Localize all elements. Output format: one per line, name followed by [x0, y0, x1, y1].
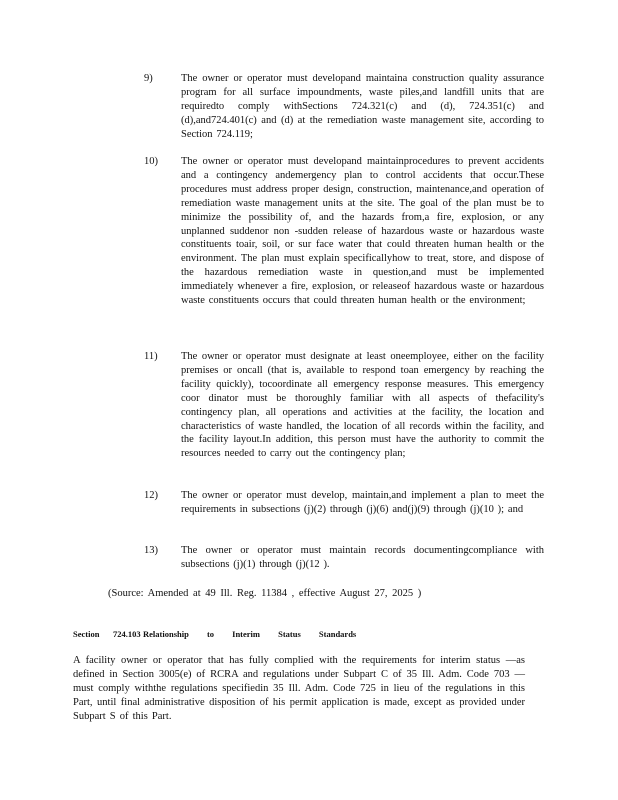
section-number: 724.103: [113, 629, 141, 639]
item-number: 13): [144, 545, 158, 556]
item-text: The owner or operator must developand maintainprocedures to prevent accidents and a contingency andemergency plan to control accidents that occur.These procedures must address proper design, construction, maintenance,and operation of remediation waste management units at the site. The goal of the plan must be to minimize the possibility of, and the hazards from,a fire, explosion, or any unplanned suddenor non -sudden release of hazardous waste or hazardous waste constituents toair, soil, or sur face water that could threaten human health or the environment. The plan must explain specificallyhow to treat, store, and dispose of the hazardous remediation waste in question,and must be implemented immediately whenever a fire, explosion, or releaseof hazardous waste or hazardous waste constituents occurs that could threaten human health or the environment;: [181, 156, 544, 307]
list-item-13: [144, 544, 544, 572]
item-text: The owner or operator must maintain records documentingcompliance with subsections (j)(1) through (j)(12 ).: [181, 545, 544, 570]
source-note: (Source: Amended at 49 Ill. Reg. 11384 , effective August 27, 2025 ): [108, 588, 422, 599]
item-number: 10): [144, 156, 158, 167]
list-item-12: [144, 489, 544, 517]
section-title: Relationship to Interim Status Standards: [143, 629, 357, 639]
section-label: Section: [73, 629, 100, 639]
item-text: The owner or operator must developand maintaina construction quality assurance program for all surface impoundments, waste piles,and landfill units that are requiredto comply withSections 724.321(c) and (d), 724.351(c) and (d),and724.401(c) and (d) at the remediation waste management site, according to Section 724.119;: [181, 73, 544, 140]
item-text: The owner or operator must develop, maintain,and implement a plan to meet the requirements in subsections (j)(2) through (j)(6) and(j)(9) through (j)(10 ); and: [181, 490, 544, 515]
list-item-9: [144, 72, 544, 142]
item-text: The owner or operator must designate at least oneemployee, either on the facility premises or oncall (that is, available to respond toan emergency by reaching the facility quickly), tocoordinate all emergency response measures. This emergency coor dinator must be thoroughly familiar with all aspects of thefacility's contingency plan, all operations and activities at the facility, the location and characteristics of waste handled, the location of all records within the facility, and the facility layout.In addition, this person must have the authority to commit the resources needed to carry out the contingency plan;: [181, 351, 544, 460]
list-item-11: [144, 350, 544, 461]
list-item-10: [144, 155, 544, 308]
section-body: A facility owner or operator that has fully complied with the requirements for interim status —as defined in Section 3005(e) of RCRA and regulations under Subpart C of 35 Ill. Adm. Code 703 —must comply withthe regulations specifiedin 35 Ill. Adm. Code 725 in lieu of the regulations in this Part, until final administrative disposition of his permit application is made, except as provided under Subpart S of this Part.: [73, 655, 525, 722]
item-number: 12): [144, 490, 158, 501]
item-number: 9): [144, 73, 153, 84]
item-number: 11): [144, 351, 158, 362]
section-heading: [73, 629, 373, 639]
